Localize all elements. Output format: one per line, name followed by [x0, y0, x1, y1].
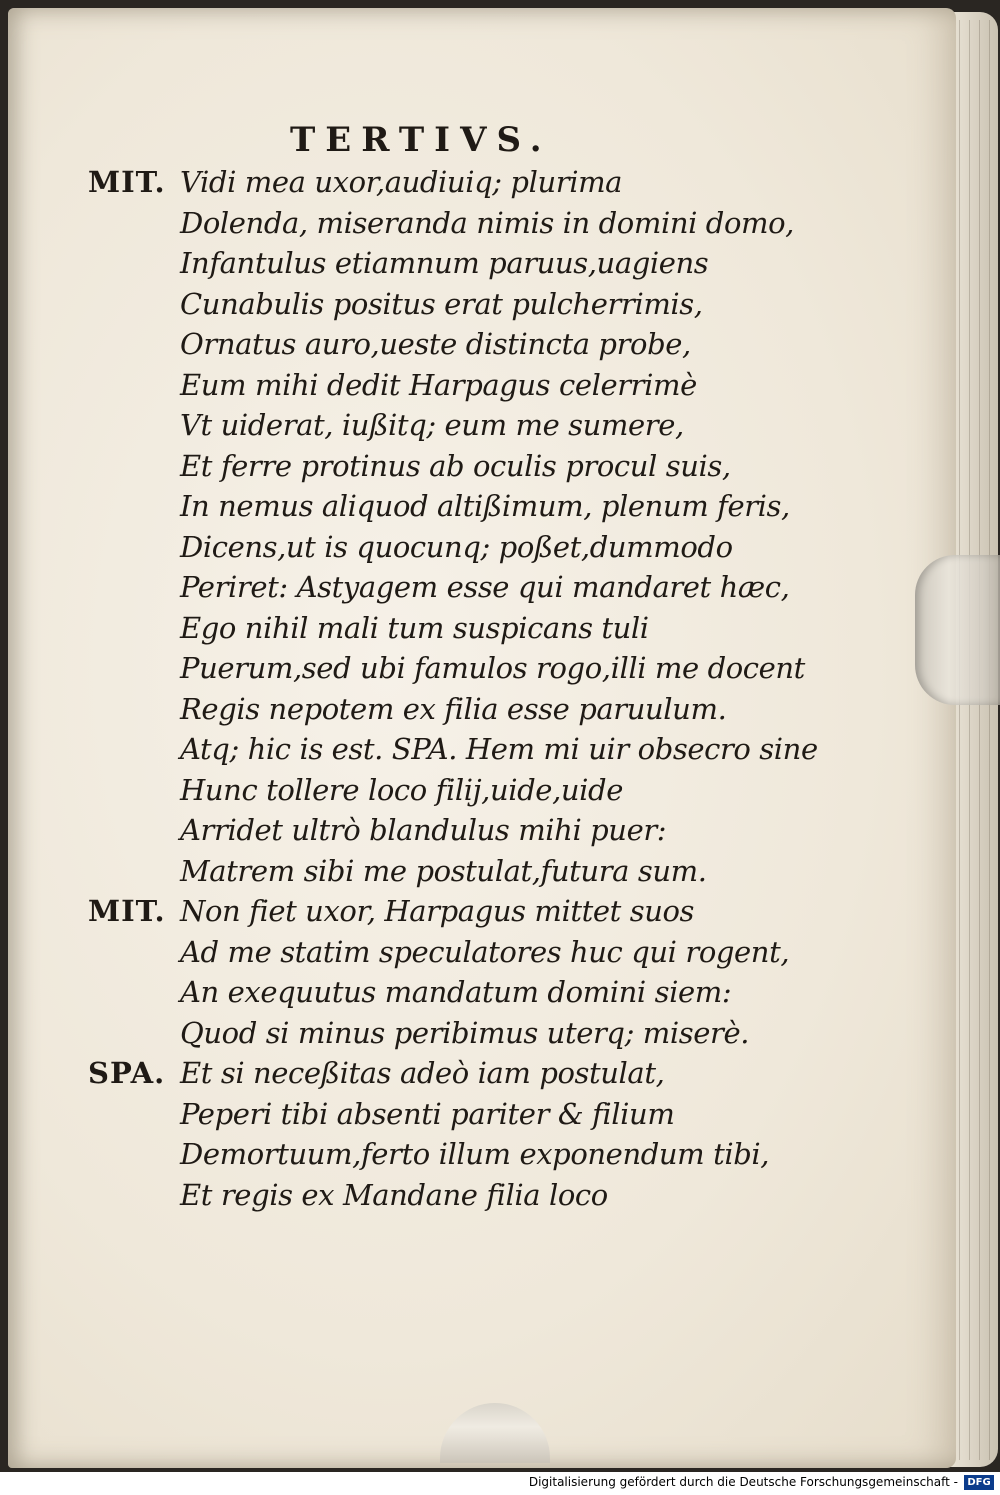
verse-text: Hunc tollere loco filij,uide,uide: [180, 772, 623, 807]
verse-text: Atq; hic is est. SPA. Hem mi uir obsecro sine: [180, 732, 818, 766]
footer-bar: [0, 1472, 1000, 1495]
verse-text: Et si neceßitas adeò iam postulat,: [180, 1056, 665, 1090]
dfg-logo: DFG: [964, 1475, 994, 1490]
verse-text: Puerum,sed ubi famulos rogo,illi me docent: [180, 651, 805, 685]
verse-text: Vidi mea uxor,audiuiq; plurima: [180, 165, 623, 199]
verse-text: Ornatus auro,ueste distincta probe,: [180, 327, 691, 361]
speaker-label: MIT.: [88, 165, 166, 199]
verse-text: Ego nihil mali tum suspicans tuli: [180, 610, 649, 645]
verse-text: Periret: Astyagem esse qui mandaret hæc,: [180, 570, 790, 604]
speaker-label: SPA.: [88, 1056, 166, 1090]
footer-credit: Digitalisierung gefördert durch die Deutsche Forschungsgemeinschaft -: [528, 1475, 958, 1489]
verse-text: Cunabulis positus erat pulcherrimis,: [180, 286, 703, 321]
verse-text: Vt uiderat, iußitq; eum me sumere,: [180, 408, 684, 442]
page-clip-right: [915, 555, 1000, 705]
verse-text: Quod si minus peribimus uterq; miserè.: [180, 1015, 750, 1050]
verse-text: Et regis ex Mandane filia loco: [180, 1177, 608, 1212]
verse-text: Ad me statim speculatores huc qui rogent,: [180, 934, 790, 969]
verse-text: Dolenda, miseranda nimis in domini domo,: [180, 205, 794, 240]
verse-text: Peperi tibi absenti pariter & filium: [180, 1096, 675, 1131]
speaker-label: MIT.: [88, 894, 166, 928]
verse-text: Matrem sibi me postulat,futura sum.: [180, 853, 707, 888]
verse-text: Eum mihi dedit Harpagus celerrimè: [180, 367, 697, 402]
verse-text: Arridet ultrò blandulus mihi puer:: [180, 813, 667, 847]
verse-text: Et ferre protinus ab oculis procul suis,: [180, 448, 731, 483]
verse-text: Infantulus etiamnum paruus,uagiens: [180, 246, 709, 280]
verse-text: Regis nepotem ex filia esse paruulum.: [180, 691, 727, 726]
verse-text: Demortuum,ferto illum exponendum tibi,: [180, 1137, 770, 1171]
verse-text: Non fiet uxor, Harpagus mittet suos: [180, 894, 695, 928]
verse-text: In nemus aliquod altißimum, plenum feris,: [180, 489, 790, 523]
running-head: TERTIVS.: [290, 120, 552, 160]
verse-text: Dicens,ut is quocunq; poßet,dummodo: [180, 529, 733, 564]
verse-text: An exequutus mandatum domini siem:: [180, 975, 732, 1009]
